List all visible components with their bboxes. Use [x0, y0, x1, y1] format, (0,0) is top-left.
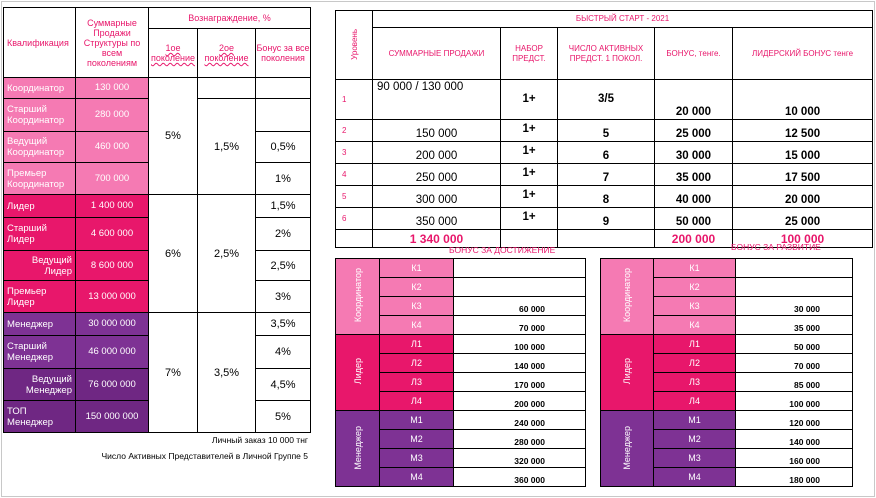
fs-bonus: 50 000 — [655, 208, 733, 230]
fs-active: 3/5 — [558, 80, 655, 120]
fs-leader: 20 000 — [733, 186, 873, 208]
bonus-amount: 320 000 — [454, 449, 586, 468]
bonus-code: Л2 — [380, 354, 454, 373]
bonus-amount: 60 000 — [454, 297, 586, 316]
bonus-code: М3 — [380, 449, 454, 468]
gen1-value: 5% — [149, 78, 198, 195]
bonus-amount — [454, 278, 586, 297]
bonus-value: 4,5% — [256, 369, 311, 401]
level-header: Уровень — [336, 11, 373, 80]
bonus-amount: 180 000 — [736, 468, 853, 487]
achievement-bonus-title: БОНУС ЗА ДОСТИЖЕНИЕ — [449, 245, 556, 255]
fs-recruit-header: НАБОР ПРЕДСТ. — [501, 28, 558, 80]
bonus-code: К1 — [654, 259, 736, 278]
bonus-amount: 50 000 — [736, 335, 853, 354]
bonus-code: К1 — [380, 259, 454, 278]
fs-bonus: 25 000 — [655, 120, 733, 142]
fs-active: 7 — [558, 164, 655, 186]
bonus-amount: 85 000 — [736, 373, 853, 392]
bonus-value: 3,5% — [256, 313, 311, 336]
qual-sales: 13 000 000 — [76, 281, 149, 313]
fs-total-empty — [336, 230, 373, 248]
fs-level: 2 — [336, 120, 373, 142]
fast-start-table — [335, 10, 873, 248]
qual-name: Ведущий Координатор — [4, 132, 76, 163]
fs-active: 5 — [558, 120, 655, 142]
qualification-table — [3, 7, 311, 433]
bonus-value: 1% — [256, 163, 311, 195]
fs-sales-header: СУММАРНЫЕ ПРОДАЖИ — [373, 28, 501, 80]
bonus-value: 5% — [256, 401, 311, 433]
fs-leader: 12 500 — [733, 120, 873, 142]
bonus-amount: 140 000 — [736, 430, 853, 449]
fs-bonus: 20 000 — [655, 80, 733, 120]
bonus-amount — [736, 259, 853, 278]
bonus-amount: 280 000 — [454, 430, 586, 449]
fs-recruit: 1+ — [501, 142, 558, 164]
fs-leader: 17 500 — [733, 164, 873, 186]
bonus-amount: 100 000 — [454, 335, 586, 354]
gen2-value: 2,5% — [198, 195, 256, 313]
qual-name: Премьер Координатор — [4, 163, 76, 195]
gen2-empty — [198, 78, 256, 99]
fs-level: 3 — [336, 142, 373, 164]
personal-order-note: Личный заказ 10 000 тнг — [211, 435, 308, 445]
group-leader-label: Лидер — [601, 335, 654, 411]
fs-sales: 90 000 / 130 000 — [373, 80, 501, 120]
qualification-header: Квалификация — [4, 8, 76, 78]
fs-leader: 10 000 — [733, 80, 873, 120]
fs-bonus: 40 000 — [655, 186, 733, 208]
qual-name: Старший Лидер — [4, 218, 76, 251]
fs-active-header: ЧИСЛО АКТИВНЫХ ПРЕДСТ. 1 ПОКОЛ. — [558, 28, 655, 80]
group-manager-label: Менеджер — [336, 411, 380, 487]
fs-total-leader: 100 000 — [733, 230, 873, 248]
bonus-amount: 35 000 — [736, 316, 853, 335]
bonus-code: М2 — [654, 430, 736, 449]
bonus-all-header: Бонус за все поколения — [256, 29, 311, 78]
bonus-amount: 170 000 — [454, 373, 586, 392]
group-leader-label: Лидер — [336, 335, 380, 411]
qual-name: Старший Менеджер — [4, 336, 76, 369]
qual-name: Лидер — [4, 195, 76, 218]
qual-name: Ведущий Лидер — [4, 251, 76, 281]
fs-sales: 300 000 — [373, 186, 501, 208]
fs-leader-header: ЛИДЕРСКИЙ БОНУС тенге — [733, 28, 873, 80]
bonus-code: М2 — [380, 430, 454, 449]
bonus-value: 0,5% — [256, 132, 311, 163]
bonus-amount: 140 000 — [454, 354, 586, 373]
qual-sales: 46 000 000 — [76, 336, 149, 369]
gen2-header: 2ое поколение — [198, 29, 256, 78]
gen1-value: 7% — [149, 313, 198, 433]
fs-recruit: 1+ — [501, 164, 558, 186]
bonus-amount — [454, 259, 586, 278]
development-bonus-table — [600, 258, 853, 487]
qual-sales: 8 600 000 — [76, 251, 149, 281]
group-manager-label: Менеджер — [601, 411, 654, 487]
qual-name: Премьер Лидер — [4, 281, 76, 313]
bonus-empty — [256, 78, 311, 99]
qual-name: Координатор — [4, 78, 76, 99]
fs-leader: 15 000 — [733, 142, 873, 164]
bonus-code: М1 — [380, 411, 454, 430]
bonus-code: Л3 — [654, 373, 736, 392]
active-reps-note: Число Активных Представителей в Личной Группе 5 — [101, 451, 308, 461]
fs-recruit: 1+ — [501, 208, 558, 230]
bonus-code: М3 — [654, 449, 736, 468]
fs-leader: 25 000 — [733, 208, 873, 230]
fs-bonus-header: БОНУС, тенге. — [655, 28, 733, 80]
gen1-value: 6% — [149, 195, 198, 313]
qual-sales: 76 000 000 — [76, 369, 149, 401]
fs-total-empty — [558, 230, 655, 248]
bonus-amount: 70 000 — [736, 354, 853, 373]
bonus-value: 1,5% — [256, 195, 311, 218]
fs-recruit: 1+ — [501, 120, 558, 142]
bonus-amount: 240 000 — [454, 411, 586, 430]
qual-sales: 700 000 — [76, 163, 149, 195]
gen2-value: 1,5% — [198, 99, 256, 195]
bonus-value: 2,5% — [256, 251, 311, 281]
fs-sales: 350 000 — [373, 208, 501, 230]
fs-active: 9 — [558, 208, 655, 230]
bonus-amount: 70 000 — [454, 316, 586, 335]
bonus-code: К4 — [654, 316, 736, 335]
bonus-code: Л2 — [654, 354, 736, 373]
fs-level: 1 — [336, 80, 373, 120]
bonus-amount: 30 000 — [736, 297, 853, 316]
fs-bonus: 35 000 — [655, 164, 733, 186]
bonus-code: К4 — [380, 316, 454, 335]
qual-name: Ведущий Менеджер — [4, 369, 76, 401]
fs-level: 6 — [336, 208, 373, 230]
qual-name: Старший Координатор — [4, 99, 76, 132]
bonus-value: 2% — [256, 218, 311, 251]
bonus-amount: 100 000 — [736, 392, 853, 411]
fs-level: 4 — [336, 164, 373, 186]
bonus-code: Л1 — [654, 335, 736, 354]
bonus-amount: 120 000 — [736, 411, 853, 430]
sales-header: Суммарные Продажи Структуры по всем поколениям — [76, 8, 149, 78]
qual-sales: 460 000 — [76, 132, 149, 163]
reward-header: Вознаграждение, % — [149, 8, 311, 29]
gen2-value: 3,5% — [198, 313, 256, 433]
qual-sales: 1 400 000 — [76, 195, 149, 218]
fs-level: 5 — [336, 186, 373, 208]
group-coordinator-label: Координатор — [601, 259, 654, 335]
fs-bonus: 30 000 — [655, 142, 733, 164]
qual-sales: 30 000 000 — [76, 313, 149, 336]
bonus-amount: 200 000 — [454, 392, 586, 411]
fs-total-bonus: 200 000 — [655, 230, 733, 248]
bonus-amount: 360 000 — [454, 468, 586, 487]
fs-active: 6 — [558, 142, 655, 164]
group-coordinator-label: Координатор — [336, 259, 380, 335]
bonus-code: К3 — [654, 297, 736, 316]
fs-sales: 200 000 — [373, 142, 501, 164]
bonus-code: М4 — [380, 468, 454, 487]
bonus-code: М4 — [654, 468, 736, 487]
fs-recruit: 1+ — [501, 186, 558, 208]
bonus-code: Л4 — [654, 392, 736, 411]
qual-sales: 4 600 000 — [76, 218, 149, 251]
fs-sales: 150 000 — [373, 120, 501, 142]
qual-name: Менеджер — [4, 313, 76, 336]
qual-sales: 130 000 — [76, 78, 149, 99]
bonus-code: М1 — [654, 411, 736, 430]
development-bonus-title: БОНУС ЗА РАЗВИТИЕ — [731, 242, 821, 252]
bonus-code: Л4 — [380, 392, 454, 411]
bonus-empty — [256, 99, 311, 132]
fs-recruit: 1+ — [501, 80, 558, 120]
fast-start-title: БЫСТРЫЙ СТАРТ - 2021 — [373, 11, 873, 28]
fs-sales: 250 000 — [373, 164, 501, 186]
qual-name: ТОП Менеджер — [4, 401, 76, 433]
fs-total-sales: 1 340 000 — [373, 230, 501, 248]
bonus-amount: 160 000 — [736, 449, 853, 468]
bonus-value: 3% — [256, 281, 311, 313]
achievement-bonus-table — [335, 258, 586, 487]
bonus-code: Л3 — [380, 373, 454, 392]
bonus-value: 4% — [256, 336, 311, 369]
gen1-header: 1ое поколение — [149, 29, 198, 78]
bonus-amount — [736, 278, 853, 297]
qual-sales: 150 000 000 — [76, 401, 149, 433]
fs-active: 8 — [558, 186, 655, 208]
bonus-code: К2 — [654, 278, 736, 297]
qual-sales: 280 000 — [76, 99, 149, 132]
bonus-code: К3 — [380, 297, 454, 316]
bonus-code: К2 — [380, 278, 454, 297]
bonus-code: Л1 — [380, 335, 454, 354]
